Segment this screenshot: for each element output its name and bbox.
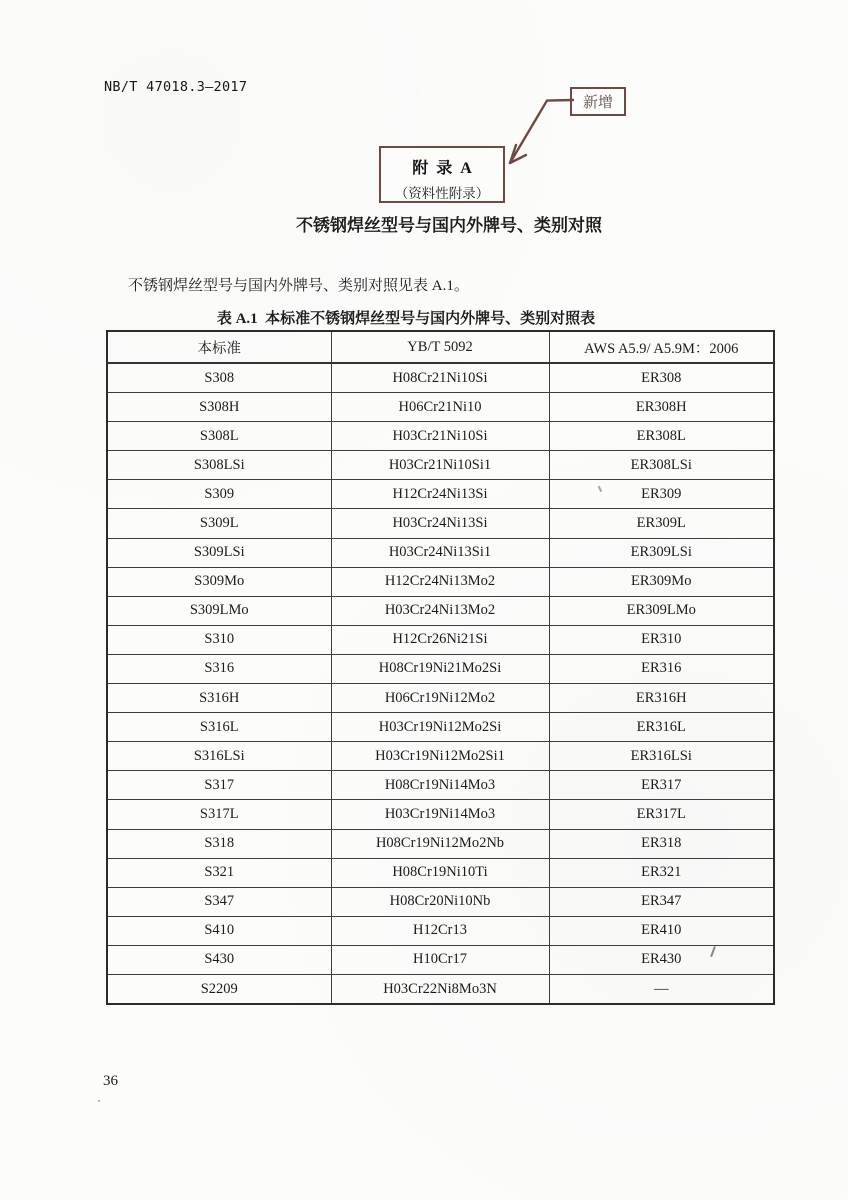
appendix-heading: 附 录 A — [412, 160, 472, 177]
table-row — [107, 829, 774, 858]
table-cell: S2209 — [107, 974, 331, 1004]
comparison-table — [106, 330, 775, 1005]
table-row — [107, 625, 774, 654]
table-row — [107, 800, 774, 829]
table-cell: H12Cr13 — [331, 916, 549, 945]
table-row — [107, 974, 774, 1004]
table-cell: S309Mo — [107, 567, 331, 596]
table-cell: H03Cr21Ni10Si1 — [331, 451, 549, 480]
table-cell: ER321 — [549, 858, 774, 887]
table-cell: H03Cr19Ni12Mo2Si1 — [331, 742, 549, 771]
scan-artifact — [98, 1100, 100, 1102]
table-cell: S316L — [107, 713, 331, 742]
table-cell: H12Cr24Ni13Si — [331, 480, 549, 509]
table-row — [107, 713, 774, 742]
table-row — [107, 509, 774, 538]
table-cell: ER347 — [549, 887, 774, 916]
table-cell: ER316H — [549, 684, 774, 713]
table-cell: ER317 — [549, 771, 774, 800]
table-cell: H03Cr21Ni10Si — [331, 422, 549, 451]
table-cell: H03Cr24Ni13Si — [331, 509, 549, 538]
table-cell: ER308H — [549, 393, 774, 422]
body-paragraph: 不锈钢焊丝型号与国内外牌号、类别对照见表 A.1。 — [128, 278, 469, 294]
table-cell: S308 — [107, 363, 331, 393]
table-cell: S410 — [107, 916, 331, 945]
col-header-ybt-5092: YB/T 5092 — [331, 331, 549, 363]
table-cell: ER318 — [549, 829, 774, 858]
table-cell: H03Cr19Ni12Mo2Si — [331, 713, 549, 742]
table-cell: ER308 — [549, 363, 774, 393]
table-caption: 表 A.1 本标准不锈钢焊丝型号与国内外牌号、类别对照表 — [216, 311, 596, 327]
table-cell: S309LMo — [107, 596, 331, 625]
table-row — [107, 393, 774, 422]
table-cell: ER316LSi — [549, 742, 774, 771]
table-row — [107, 538, 774, 567]
table-cell: S309 — [107, 480, 331, 509]
table-cell: ER316L — [549, 713, 774, 742]
table-row — [107, 945, 774, 974]
table-cell: ER430 — [549, 945, 774, 974]
table-cell: ER309LSi — [549, 538, 774, 567]
appendix-title-box — [379, 146, 505, 203]
table-cell: ER308L — [549, 422, 774, 451]
table-row — [107, 916, 774, 945]
table-cell: H12Cr26Ni21Si — [331, 625, 549, 654]
table-cell: H12Cr24Ni13Mo2 — [331, 567, 549, 596]
table-row — [107, 771, 774, 800]
table-cell: H08Cr19Ni10Ti — [331, 858, 549, 887]
table-row — [107, 451, 774, 480]
table-cell: — — [549, 974, 774, 1004]
table-cell: ER309LMo — [549, 596, 774, 625]
table-row — [107, 596, 774, 625]
table-row — [107, 887, 774, 916]
table-header-row — [107, 331, 774, 363]
table-cell: ER317L — [549, 800, 774, 829]
col-header-aws-a59: AWS A5.9/ A5.9M：2006 — [549, 331, 774, 363]
table-cell: ER310 — [549, 625, 774, 654]
table-cell: H03Cr24Ni13Mo2 — [331, 596, 549, 625]
table-cell: S316H — [107, 684, 331, 713]
table-row — [107, 742, 774, 771]
table-cell: ER410 — [549, 916, 774, 945]
table-cell: S308L — [107, 422, 331, 451]
table-cell: H03Cr22Ni8Mo3N — [331, 974, 549, 1004]
table-cell: ER309L — [549, 509, 774, 538]
table-cell: S316LSi — [107, 742, 331, 771]
appendix-subheading: （资料性附录） — [394, 186, 490, 201]
table-row — [107, 684, 774, 713]
table-cell: H10Cr17 — [331, 945, 549, 974]
table-cell: H06Cr19Ni12Mo2 — [331, 684, 549, 713]
table-cell: H08Cr19Ni21Mo2Si — [331, 654, 549, 683]
table-cell: S309L — [107, 509, 331, 538]
table-cell: H03Cr24Ni13Si1 — [331, 538, 549, 567]
table-cell: S310 — [107, 625, 331, 654]
table-cell: S316 — [107, 654, 331, 683]
table-row — [107, 363, 774, 393]
table-cell: H08Cr21Ni10Si — [331, 363, 549, 393]
revision-stamp-label: 新增 — [582, 95, 613, 111]
table-row — [107, 654, 774, 683]
table-cell: S321 — [107, 858, 331, 887]
table-row — [107, 480, 774, 509]
table-cell: H08Cr19Ni14Mo3 — [331, 771, 549, 800]
table-cell: S318 — [107, 829, 331, 858]
table-row — [107, 858, 774, 887]
table-cell: H08Cr20Ni10Nb — [331, 887, 549, 916]
table-cell: S430 — [107, 945, 331, 974]
table-cell: H03Cr19Ni14Mo3 — [331, 800, 549, 829]
table-cell: ER309 — [549, 480, 774, 509]
table-cell: H08Cr19Ni12Mo2Nb — [331, 829, 549, 858]
col-header-this-standard: 本标准 — [107, 331, 331, 363]
table-cell: ER308LSi — [549, 451, 774, 480]
section-title: 不锈钢焊丝型号与国内外牌号、类别对照 — [296, 216, 602, 235]
table-cell: S309LSi — [107, 538, 331, 567]
table-cell: S317L — [107, 800, 331, 829]
table-cell: S308H — [107, 393, 331, 422]
table-cell: H06Cr21Ni10 — [331, 393, 549, 422]
page-number: 36 — [103, 1073, 118, 1089]
table-cell: S347 — [107, 887, 331, 916]
table-row — [107, 422, 774, 451]
table-cell: ER309Mo — [549, 567, 774, 596]
table-cell: S308LSi — [107, 451, 331, 480]
table-cell: S317 — [107, 771, 331, 800]
table-cell: ER316 — [549, 654, 774, 683]
table-row — [107, 567, 774, 596]
standard-number: NB/T 47018.3—2017 — [104, 79, 248, 95]
